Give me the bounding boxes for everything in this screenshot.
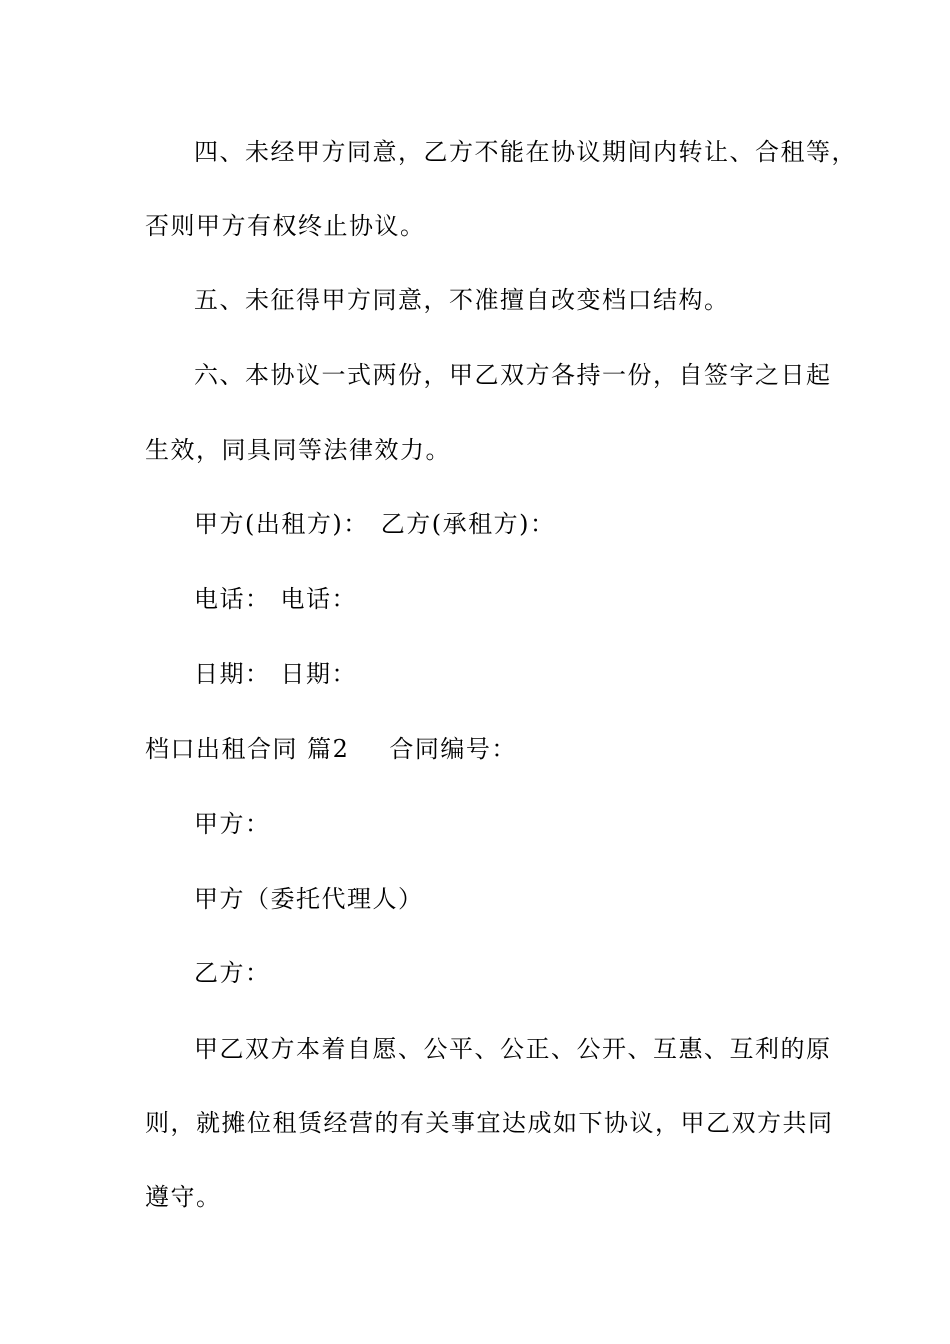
signature-party-a: 甲方(出租方)： (194, 510, 369, 538)
contract-2-party-a-agent: 甲方（委托代理人） (194, 885, 424, 913)
clause-4-line-2: 否则甲方有权终止协议。 (145, 212, 426, 240)
signature-phone-a: 电话： (194, 585, 271, 613)
contract-2-party-a: 甲方： (194, 810, 271, 838)
signature-phone-row (194, 584, 357, 614)
clause-5-line-1: 五、未征得甲方同意，不准擅自改变档口结构。 (194, 286, 730, 314)
contract-2-preamble-line-1: 甲乙双方本着自愿、公平、公正、公开、互惠、互利的原 (194, 1035, 832, 1063)
signature-date-row (194, 659, 357, 689)
signature-party-row (194, 509, 555, 539)
contract-2-title: 档口出租合同 篇2 (145, 735, 350, 763)
contract-2-preamble-line-3: 遵守。 (145, 1183, 222, 1211)
signature-phone-b: 电话： (280, 585, 357, 613)
contract-2-heading-row (145, 734, 517, 764)
clause-4-line-1: 四、未经甲方同意，乙方不能在协议期间内转让、合租等， (194, 138, 857, 166)
contract-2-party-b: 乙方： (194, 959, 271, 987)
contract-2-number-label: 合同编号： (389, 735, 517, 763)
signature-date-a: 日期： (194, 660, 271, 688)
contract-2-preamble-line-2: 则，就摊位租赁经营的有关事宜达成如下协议，甲乙双方共同 (145, 1109, 834, 1137)
signature-party-b: 乙方(承租方)： (380, 510, 556, 538)
signature-date-b: 日期： (280, 660, 357, 688)
clause-6-line-2: 生效，同具同等法律效力。 (145, 436, 451, 464)
clause-6-line-1: 六、本协议一式两份，甲乙双方各持一份，自签字之日起 (194, 361, 832, 389)
